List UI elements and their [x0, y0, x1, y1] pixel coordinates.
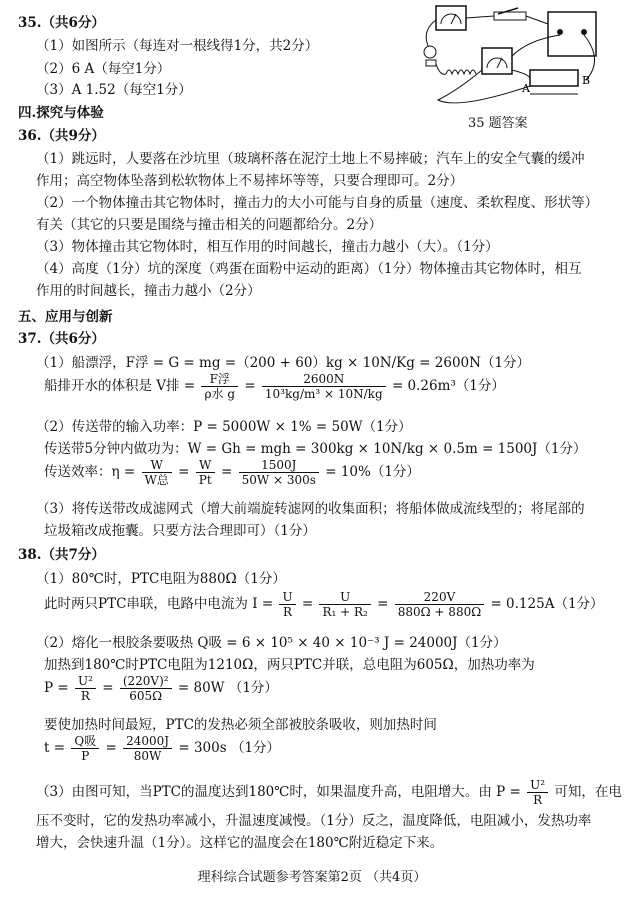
q35-line-2: （2）6 A（每空1分） — [36, 61, 171, 77]
q37-formula-volume: 船排开水的体积是 V排 = $\frac{\text{F浮}}{\text{ρ水 g}}$ = $\frac{2600N}{\text{10³kg/m³ × 10N/kg}}$ = 0.26m³（1分） — [44, 372, 505, 401]
q37-line-7: 垃圾箱改成拖囊。只要方法合理即可）（1分） — [44, 523, 316, 539]
section-5-heading: 五、应用与创新 — [18, 309, 113, 325]
q37-line-1: （1）船漂浮，F浮 = G = mg =（200 + 60）kg × 10N/Kg = 2600N（1分） — [36, 355, 531, 371]
fraction: $\frac{2600N}{\text{10³kg/m³ × 10N/kg}}$ — [262, 372, 386, 401]
q37-line-4: 传送带5分钟内做功为：W = Gh = mgh = 300kg × 10N/kg × 0.5m = 1500J（1分） — [44, 441, 587, 457]
fraction: $\frac{U}{\text{R₁ + R₂}}$ — [319, 590, 370, 619]
fraction: $\frac{\text{Q吸}}{P}$ — [71, 734, 99, 763]
fraction: $\frac{W}{\text{W总}}$ — [142, 458, 172, 487]
q36-line-5: （3）物体撞击其它物体时，相互作用的时间越长，撞击力越小（大）。（1分） — [36, 239, 499, 255]
q38-line-10: 增大，会快速升温（1分）。这样它的温度会在180℃附近稳定下来。 — [36, 835, 444, 851]
q36-line-1: （1）跳远时，人要落在沙坑里（玻璃杯落在泥泞土地上不易摔破；汽车上的安全气囊的缓冲 — [36, 151, 585, 167]
figure-label-a: A — [522, 82, 530, 95]
q37-volume-prefix: 船排开水的体积是 V排 = — [44, 378, 196, 394]
q38-formula-power: P = $\frac{\text{U²}}{R}$ = $\frac{\text{(220V)²}}{605\Omega}$ = 80W （1分） — [44, 674, 278, 703]
fraction: $\frac{U}{R}$ — [279, 590, 295, 619]
circuit-diagram-figure — [418, 0, 618, 120]
q38-line-9: 压不变时，它的发热功率减小，升温速度减慢。（1分）反之，温度降低，电阻减小，发热功率 — [36, 813, 592, 829]
fraction: $\frac{\text{U²}}{R}$ — [75, 674, 96, 703]
q38-formula-time: t = $\frac{\text{Q吸}}{P}$ = $\frac{24000J}{80W}$ = 300s （1分） — [44, 734, 281, 763]
q35-line-1: （1）如图所示（每连对一根线得1分，共2分） — [36, 38, 319, 54]
q37-heading: 37.（共6分） — [18, 331, 105, 347]
q36-line-3: （2）一个物体撞击其它物体时，撞击力的大小可能与自身的质量（速度、柔软程度、形状等） — [36, 195, 599, 211]
q37-line-6: （3）将传送带改成滤网式（增大前端旋转滤网的收集面积；将船体做成流线型的；将尾部的 — [36, 501, 585, 517]
q37-line-3: （2）传送带的输入功率：P = 5000W × 1% = 50W（1分） — [36, 419, 412, 435]
q35-line-3: （3）A 1.52（每空1分） — [36, 82, 192, 98]
fraction: $\frac{1500J}{50W \times 300s}$ — [239, 458, 319, 487]
q38-line-8: （3）由图可知，当PTC的温度达到180℃时，如果温度升高，电阻增大。由 P = $\frac{\text{U²}}{R}$ 可知，在电 — [36, 778, 622, 807]
page-footer: 理科综合试题参考答案第2页 （共4页） — [197, 870, 427, 885]
q38-line-1: （1）80℃时，PTC电阻为880Ω（1分） — [36, 571, 286, 587]
figure-caption: 35 题答案 — [468, 116, 528, 131]
q36-line-6: （4）高度（1分）坑的深度（鸡蛋在面粉中运动的距离）（1分）物体撞击其它物体时，相互 — [36, 261, 582, 277]
q38-line-6: 要使加热时间最短，PTC的发热必须全部被胶条吸收，则加热时间 — [44, 717, 437, 733]
section-4-heading: 四.探究与体验 — [18, 105, 104, 121]
fraction: $\frac{\text{F浮}}{\text{ρ水 g}}$ — [201, 372, 238, 401]
q36-line-2: 作用；高空物体坠落到松软物体上不易摔坏等等，只要合理即可。2分） — [36, 173, 464, 189]
fraction: $\frac{\text{U²}}{R}$ — [527, 778, 548, 807]
q36-line-7: 作用的时间越长，撞击力越小（2分） — [36, 283, 261, 299]
q38-line-4: 加热到180℃时PTC电阻为1210Ω，两只PTC并联，总电阻为605Ω，加热功率为 — [44, 657, 535, 673]
q38-heading: 38.（共7分） — [18, 547, 105, 563]
q38-formula-current: 此时两只PTC串联，电路中电流为 I = $\frac{U}{R}$ = $\frac{U}{\text{R₁ + R₂}}$ = $\frac{220V}{880\Omega + 880\Omega}$ = 0.125A（1分） — [44, 590, 604, 619]
q37-formula-efficiency: 传送效率：η = $\frac{W}{\text{W总}}$ = $\frac{W}{Pt}$ = $\frac{1500J}{50W \times 300s}$ = 10%（1分） — [44, 458, 420, 487]
q35-heading: 35.（共6分） — [18, 15, 105, 31]
fraction: $\frac{\text{(220V)²}}{605\Omega}$ — [120, 674, 172, 703]
fraction: $\frac{W}{Pt}$ — [196, 458, 215, 487]
q36-line-4: 有关（其它的只要是围绕与撞击相关的问题都给分。2分） — [36, 217, 383, 233]
figure-label-b: B — [582, 74, 591, 87]
fraction: $\frac{24000J}{80W}$ — [123, 734, 172, 763]
q36-heading: 36.（共9分） — [18, 128, 105, 144]
q38-line-3: （2）熔化一根胶条要吸热 Q吸 = 6 × 10⁵ × 40 × 10⁻³ J = 24000J（1分） — [36, 635, 507, 651]
fraction: $\frac{220V}{880\Omega + 880\Omega}$ — [395, 590, 484, 619]
